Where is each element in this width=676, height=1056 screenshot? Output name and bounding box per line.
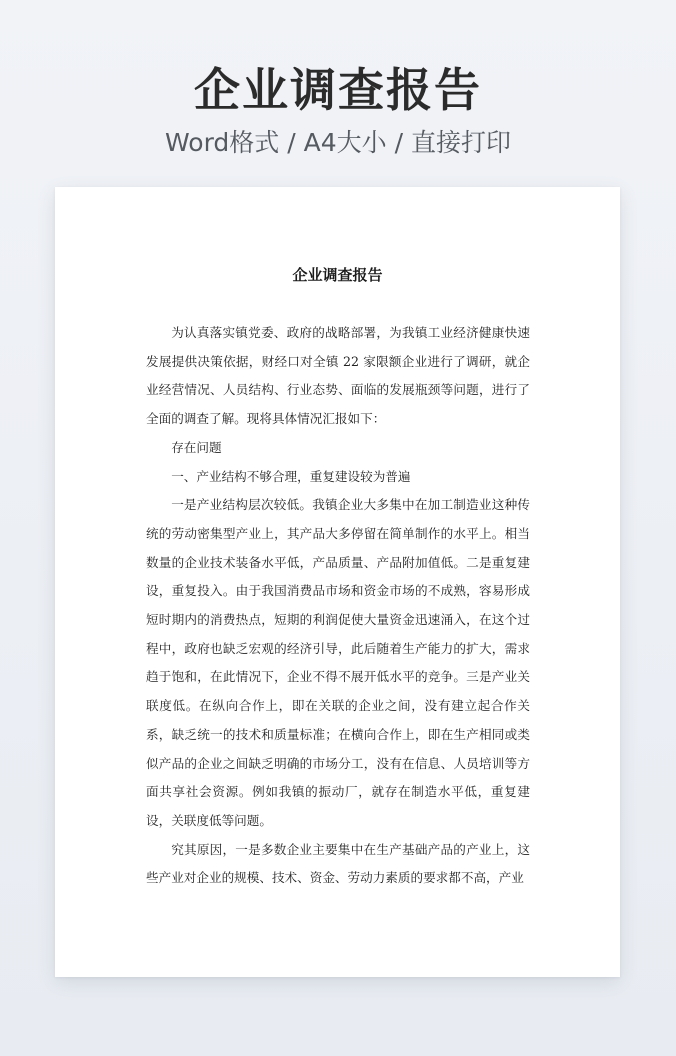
paragraph-analysis: 一是产业结构层次较低。我镇企业大多集中在加工制造业这种传统的劳动密集型产业上，其产品大多停留在简单制作的水平上。相当数量的企业技术装备水平低，产品质量、产品附加值低。二是重复建设，重复投入。由于我国消费品市场和资金市场的不成熟，容易形成短时期内的消费热点，短期的利润促使大量资金迅速涌入，在这个过程中，政府也缺乏宏观的经济引导，此后随着生产能力的扩大，需求趋于饱和，在此情况下，企业不得不展开低水平的竞争。三是产业关联度低。在纵向合作上，即在关联的企业之间，没有建立起合作关系，缺乏统一的技术和质量标准；在横向合作上，即在生产相同或类似产品的企业之间缺乏明确的市场分工，没有在信息、人员培训等方面共享社会资源。例如我镇的振动厂，就存在制造水平低，重复建设，关联度低等问题。: [146, 497, 530, 828]
document-title: 企业调查报告: [292, 266, 383, 284]
section-heading: 存在问题: [171, 439, 222, 455]
document-body: [146, 319, 530, 893]
header-subtitle: Word格式 / A4大小 / 直接打印: [165, 128, 511, 157]
header-title: 企业调查报告: [194, 63, 482, 117]
paragraph-causes: 究其原因，一是多数企业主要集中在生产基础产品的产业上，这些产业对企业的规模、技术、资金、劳动力素质的要求都不高，产业: [146, 841, 530, 886]
paragraph-intro: 为认真落实镇党委、政府的战略部署，为我镇工业经济健康快速发展提供决策依据，财经口对全镇 22 家限额企业进行了调研，就企业经营情况、人员结构、行业态势、面临的发展瓶颈等问题，进行了全面的调查了解。现将具体情况汇报如下：: [146, 325, 530, 427]
subsection-heading: 一、产业结构不够合理，重复建设较为普遍: [171, 468, 411, 484]
page-header: [0, 60, 676, 160]
document-page: [55, 187, 620, 977]
